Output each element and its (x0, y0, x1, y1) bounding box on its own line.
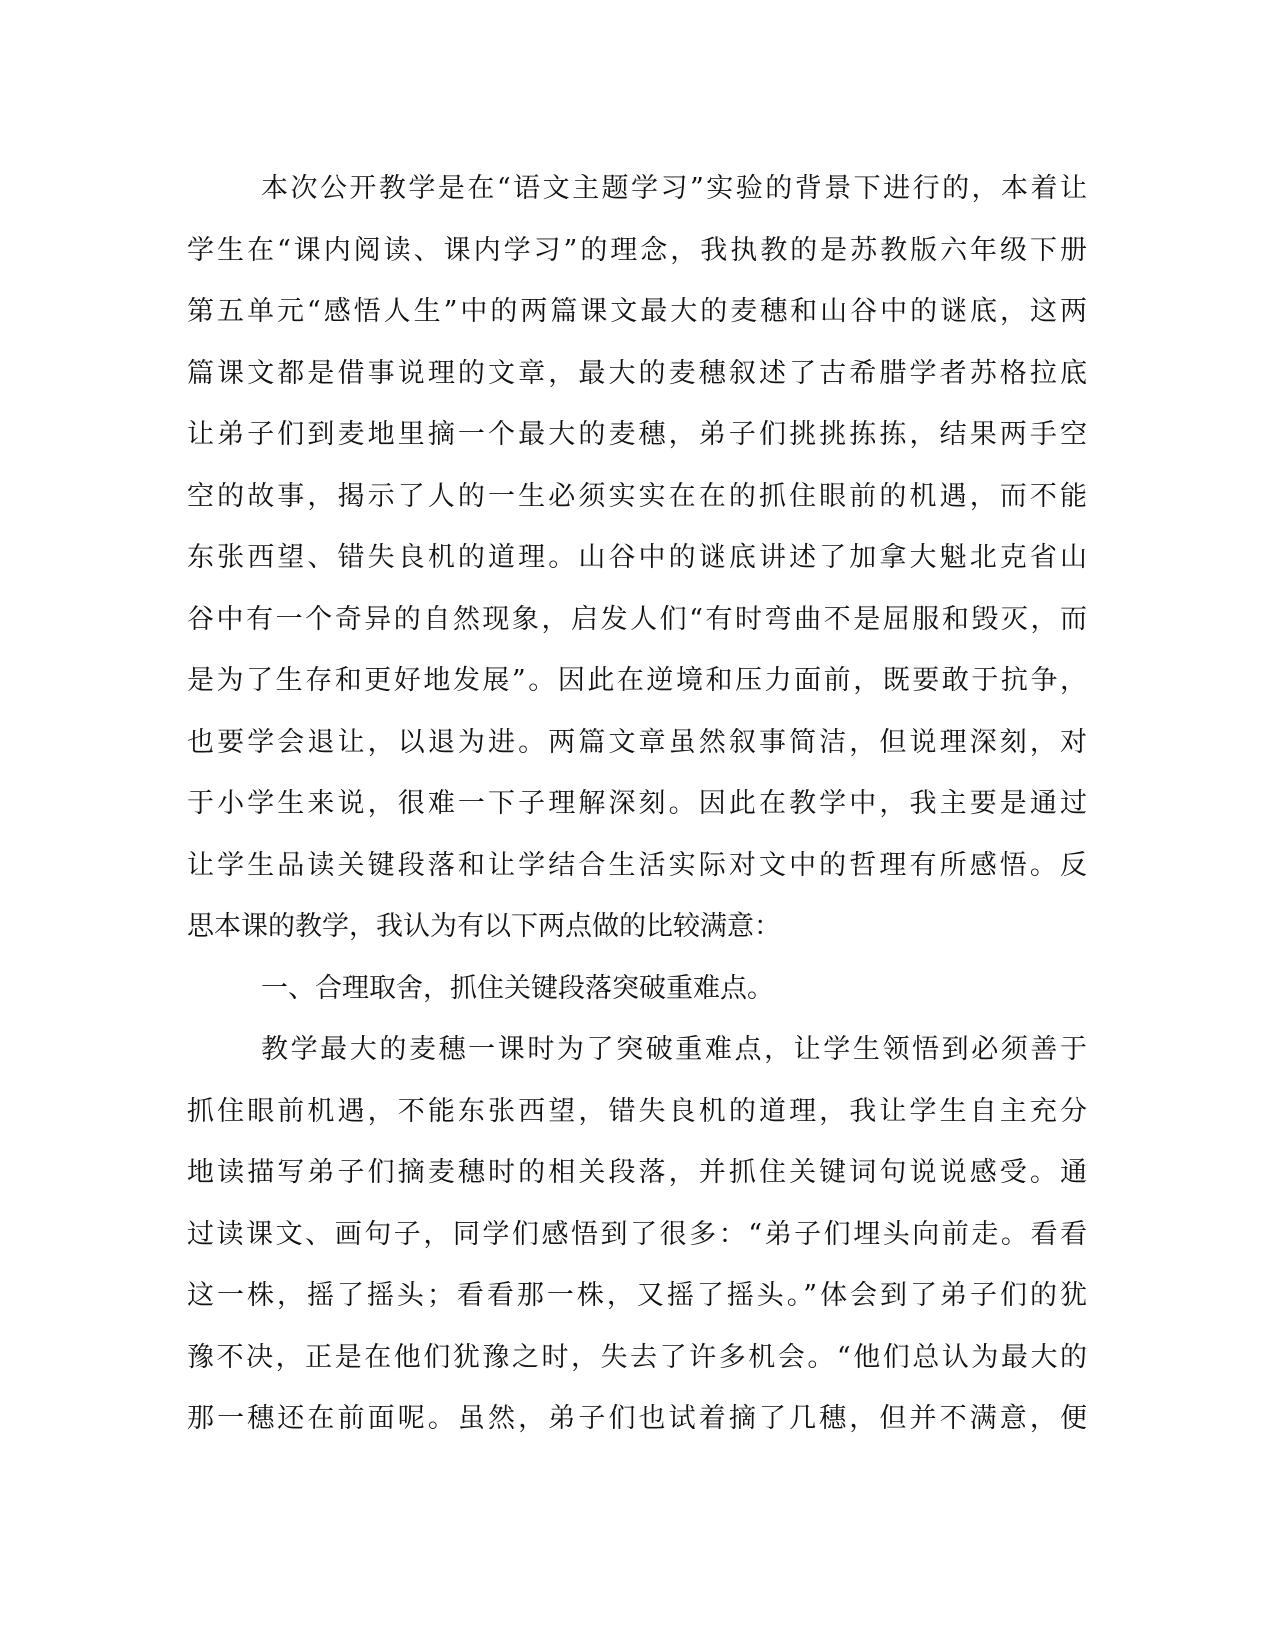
paragraph-2-line-6: 豫不决，正是在他们犹豫之时，失去了许多机会。“他们总认为最大的 (187, 1341, 1087, 1373)
paragraph-2-line-3: 地读描写弟子们摘麦穗时的相关段落，并抓住关键词句说说感受。通 (187, 1157, 1087, 1188)
section-heading: 一、合理取舍，抓住关键段落突破重难点。 (261, 972, 774, 1004)
paragraph-1-line-3: 第五单元“感悟人生”中的两篇课文最大的麦穗和山谷中的谜底，这两 (187, 296, 1087, 327)
paragraph-1-line-6: 空的故事，揭示了人的一生必须实实在在的抓住眼前的机遇，而不能 (187, 480, 1087, 512)
paragraph-1-line-13: 思本课的教学，我认为有以下两点做的比较满意： (187, 911, 781, 942)
paragraph-1-line-11: 于小学生来说，很难一下子理解深刻。因此在教学中，我主要是通过 (187, 788, 1087, 819)
paragraph-1-line-2: 学生在“课内阅读、课内学习”的理念，我执教的是苏教版六年级下册 (187, 234, 1087, 266)
paragraph-2-line-2: 抓住眼前机遇，不能东张西望，错失良机的道理，我让学生自主充分 (187, 1095, 1087, 1127)
paragraph-1-line-8: 谷中有一个奇异的自然现象，启发人们“有时弯曲不是屈服和毁灭，而 (187, 603, 1087, 635)
paragraph-2-line-7: 那一穗还在前面呢。虽然，弟子们也试着摘了几穗，但并不满意，便 (187, 1403, 1087, 1434)
paragraph-2-line-5: 这一株，摇了摇头；看看那一株，又摇了摇头。”体会到了弟子们的犹 (187, 1280, 1087, 1311)
paragraph-1-line-4: 篇课文都是借事说理的文章，最大的麦穗叙述了古希腊学者苏格拉底 (187, 357, 1087, 389)
paragraph-1-line-1: 本次公开教学是在“语文主题学习”实验的背景下进行的，本着让 (261, 173, 1087, 204)
document-body (187, 158, 1087, 1450)
paragraph-2-line-4: 过读课文、画句子，同学们感悟到了很多：“弟子们埋头向前走。看看 (187, 1218, 1087, 1250)
paragraph-1-line-7: 东张西望、错失良机的道理。山谷中的谜底讲述了加拿大魁北克省山 (187, 542, 1087, 573)
paragraph-2-line-1: 教学最大的麦穗一课时为了突破重难点，让学生领悟到必须善于 (261, 1034, 1087, 1065)
paragraph-1-line-10: 也要学会退让，以退为进。两篇文章虽然叙事简洁，但说理深刻，对 (187, 726, 1087, 758)
paragraph-1-line-9: 是为了生存和更好地发展”。因此在逆境和压力面前，既要敢于抗争， (187, 665, 1087, 696)
paragraph-1-line-5: 让弟子们到麦地里摘一个最大的麦穗，弟子们挑挑拣拣，结果两手空 (187, 419, 1087, 450)
paragraph-1-line-12: 让学生品读关键段落和让学结合生活实际对文中的哲理有所感悟。反 (187, 849, 1087, 881)
